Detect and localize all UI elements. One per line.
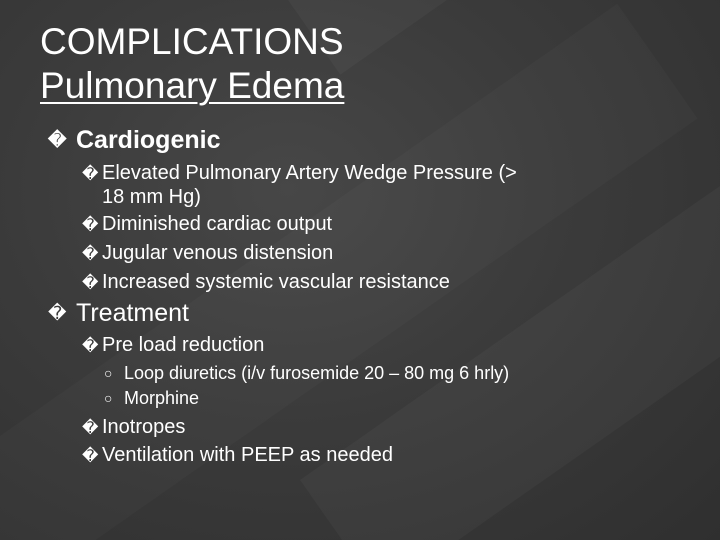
- bullet-icon: �: [82, 166, 99, 183]
- bullet-icon: �: [48, 130, 67, 150]
- section-heading-cardiogenic: [48, 125, 220, 155]
- bullet-icon: �: [82, 448, 99, 465]
- list-item-continuation: 18 mm Hg): [102, 186, 201, 208]
- bullet-icon: �: [82, 275, 99, 292]
- list-item-label: Jugular venous distension: [102, 242, 334, 264]
- bullet-icon: �: [82, 338, 99, 355]
- title-line-2: Pulmonary Edema: [40, 65, 345, 106]
- bullet-icon: �: [48, 303, 67, 323]
- section-heading-treatment: [48, 298, 189, 328]
- list-item: [82, 162, 517, 208]
- sub-list-item: [104, 362, 509, 384]
- bullet-icon: �: [82, 217, 99, 234]
- bullet-icon: �: [82, 246, 99, 263]
- list-item-label: Pre load reduction: [102, 334, 265, 356]
- title-line-1: COMPLICATIONS: [40, 21, 344, 62]
- list-item: [82, 416, 185, 440]
- slide-title: [40, 20, 344, 108]
- sub-list-item-label: Morphine: [124, 388, 200, 408]
- list-item-label: Inotropes: [102, 416, 186, 438]
- list-item: [82, 213, 332, 237]
- list-item-label: Ventilation with PEEP as needed: [102, 444, 393, 466]
- list-item-label: Diminished cardiac output: [102, 213, 333, 235]
- list-item-label: Elevated Pulmonary Artery Wedge Pressure (>: [102, 162, 517, 184]
- bullet-icon: �: [82, 420, 99, 437]
- sub-list-item-label: Loop diuretics (i/v furosemide 20 – 80 mg 6 hrly): [124, 363, 510, 383]
- circle-bullet-icon: ○: [104, 390, 113, 406]
- list-item: [82, 334, 264, 358]
- list-item: [82, 271, 450, 295]
- sub-list-item: [104, 387, 199, 409]
- section-heading-label: Treatment: [76, 299, 190, 327]
- list-item: [82, 242, 333, 266]
- circle-bullet-icon: ○: [104, 365, 113, 381]
- list-item: [82, 444, 393, 468]
- list-item-label: Increased systemic vascular resistance: [102, 271, 450, 293]
- section-heading-label: Cardiogenic: [76, 126, 221, 154]
